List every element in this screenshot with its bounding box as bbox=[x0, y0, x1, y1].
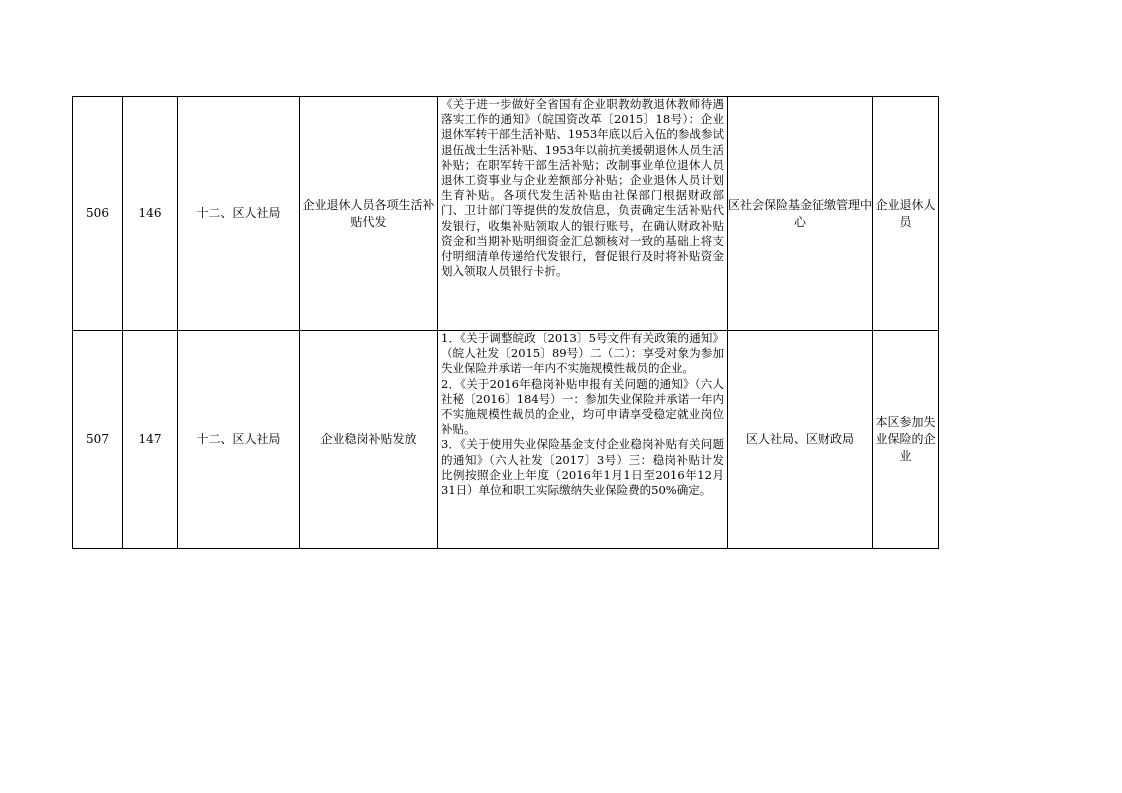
row-seq: 506 bbox=[73, 97, 123, 331]
row-seq: 507 bbox=[73, 331, 123, 549]
row-organization: 区社会保险基金征缴管理中心 bbox=[728, 97, 873, 331]
row-target: 本区参加失业保险的企业 bbox=[873, 331, 939, 549]
row-target: 企业退休人员 bbox=[873, 97, 939, 331]
row-department: 十二、区人社局 bbox=[178, 331, 300, 549]
table-row bbox=[73, 331, 939, 549]
row-item-name: 企业稳岗补贴发放 bbox=[300, 331, 438, 549]
row-item-number: 146 bbox=[123, 97, 178, 331]
row-basis bbox=[438, 331, 728, 549]
row-item-number: 147 bbox=[123, 331, 178, 549]
basis-item: 1．《关于调整皖政〔2013〕5号文件有关政策的通知》（皖人社发〔2015〕89号）二（二）：享受对象为参加失业保险并承诺一年内不实施规模性裁员的企业。 bbox=[441, 331, 724, 376]
row-item-name: 企业退休人员各项生活补贴代发 bbox=[300, 97, 438, 331]
row-basis: 《关于进一步做好全省国有企业职教幼教退休教师待遇落实工作的通知》（皖国资改革〔2015〕18号）：企业退休军转干部生活补贴、1953年底以后入伍的参战参试退伍战士生活补贴、1953年以前抗美援朝退休人员生活补贴；在职军转干部生活补贴；改制事业单位退休人员退休工资事业与企业差额部分补贴；企业退休人员计划生育补贴。各项代发生活补贴由社保部门根据财政部门、卫计部门等提供的发放信息，负责确定生活补贴代发银行，收集补贴领取人的银行账号，在确认财政补贴资金和当期补贴明细资金汇总额核对一致的基础上将支付明细清单传递给代发银行，督促银行及时将补贴资金划入领取人员银行卡折。 bbox=[438, 97, 728, 331]
row-organization: 区人社局、区财政局 bbox=[728, 331, 873, 549]
table-row bbox=[73, 97, 939, 331]
row-department: 十二、区人社局 bbox=[178, 97, 300, 331]
basis-item: 2．《关于2016年稳岗补贴申报有关问题的通知》（六人社秘〔2016〕184号）一：参加失业保险并承诺一年内不实施规模性裁员的企业，均可申请享受稳定就业岗位补贴。 bbox=[441, 376, 724, 437]
basis-item: 3．《关于使用失业保险基金支付企业稳岗补贴有关问题的通知》（六人社发〔2017〕3号）三：稳岗补贴计发比例按照企业上年度（2016年1月1日至2016年12月31日）单位和职工实际缴纳失业保险费的50%确定。 bbox=[441, 437, 724, 498]
subsidy-table bbox=[72, 96, 939, 549]
